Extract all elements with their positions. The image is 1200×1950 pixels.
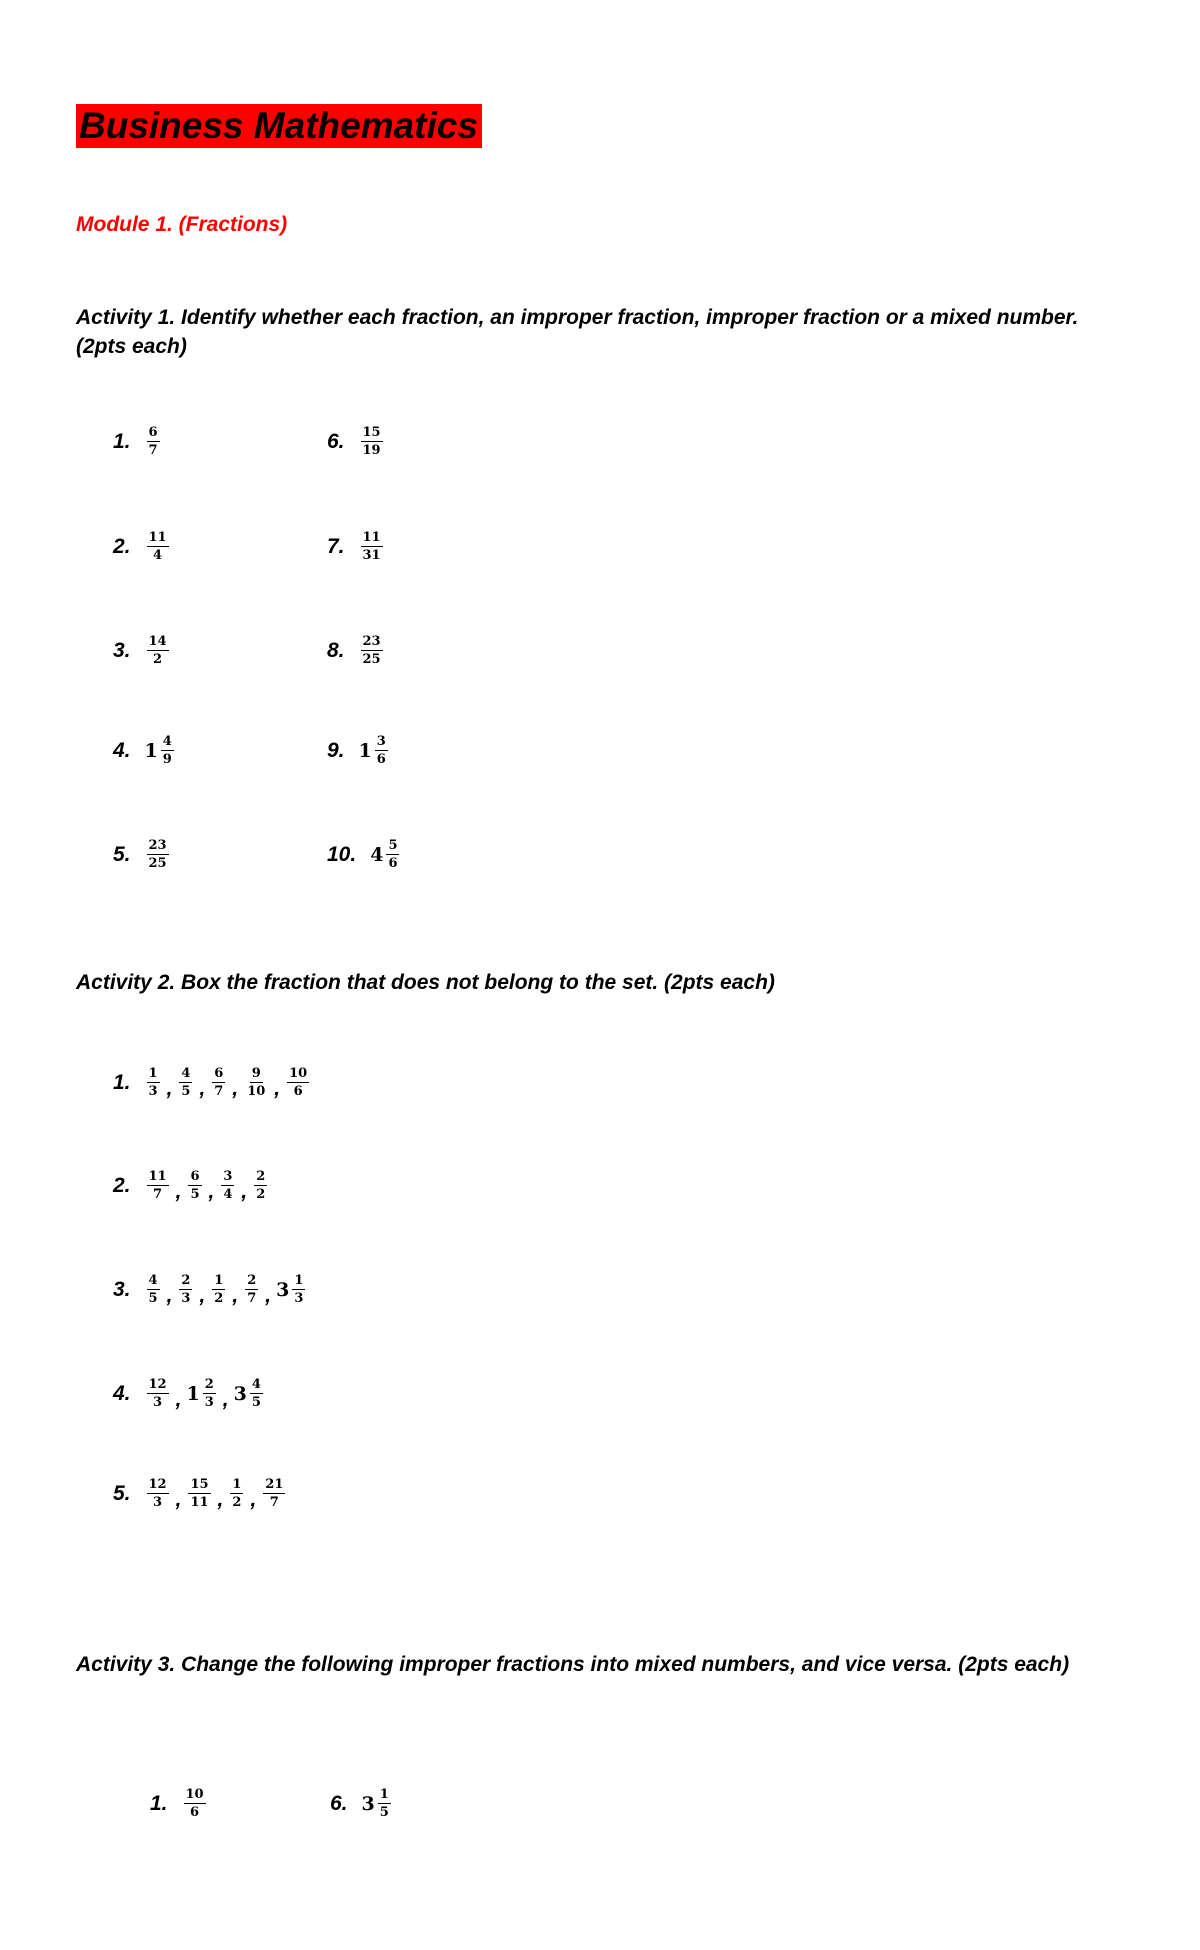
denominator: 7: [148, 443, 158, 458]
fraction: [147, 1067, 160, 1099]
activity-1-item: [327, 829, 401, 881]
fraction: [292, 1274, 305, 1306]
item-number: 1.: [113, 430, 131, 453]
numerator: 1: [294, 1273, 304, 1288]
fraction: [184, 1788, 206, 1820]
separator: ,: [166, 1077, 173, 1100]
activity-1-item: [327, 416, 385, 468]
separator: ,: [175, 1488, 182, 1511]
document-title: Business Mathematics: [76, 104, 482, 148]
fraction: [221, 1170, 234, 1202]
numerator: 4: [162, 734, 172, 749]
item-number: 5.: [113, 1482, 131, 1505]
denominator: 3: [148, 1084, 158, 1099]
numerator: 2: [256, 1169, 266, 1184]
fraction: [147, 1478, 169, 1510]
numerator: 6: [148, 425, 158, 440]
numerator: 4: [251, 1377, 261, 1392]
separator: ,: [241, 1180, 248, 1203]
denominator: 2: [256, 1187, 266, 1202]
activity-1-item: [113, 521, 171, 573]
fraction: [147, 1378, 169, 1410]
separator: ,: [250, 1488, 257, 1511]
activity-1-item: [113, 725, 176, 777]
denominator: 6: [388, 856, 398, 871]
separator: ,: [222, 1388, 229, 1411]
item-number: 4.: [113, 1382, 131, 1405]
activity-2-item: [113, 1160, 269, 1212]
item-number: 2.: [113, 1174, 131, 1197]
separator: ,: [208, 1180, 215, 1203]
item-number: 10.: [327, 843, 357, 866]
denominator: 7: [269, 1495, 279, 1510]
denominator: 5: [379, 1805, 389, 1820]
fraction: [378, 1788, 391, 1820]
separator: ,: [217, 1488, 224, 1511]
fraction: [161, 735, 174, 767]
fraction: [361, 426, 383, 458]
item-number: 1.: [113, 1071, 131, 1094]
fraction: [254, 1170, 267, 1202]
numerator: 1: [379, 1787, 389, 1802]
fraction: [188, 1478, 210, 1510]
denominator: 3: [204, 1395, 214, 1410]
fraction: [179, 1274, 192, 1306]
denominator: 31: [362, 548, 381, 563]
fraction: [386, 839, 399, 871]
module-heading: Module 1. (Fractions): [76, 213, 288, 236]
activity-1-item: [113, 625, 171, 677]
fraction: [212, 1067, 225, 1099]
fraction: [147, 1170, 169, 1202]
denominator: 10: [247, 1084, 266, 1099]
whole-number: 4: [370, 844, 384, 866]
numerator: 2: [181, 1273, 191, 1288]
numerator: 21: [265, 1477, 284, 1492]
fraction: [263, 1478, 285, 1510]
denominator: 11: [190, 1495, 209, 1510]
numerator: 2: [247, 1273, 257, 1288]
activity-1-item: [327, 725, 390, 777]
item-number: 3.: [113, 639, 131, 662]
numerator: 4: [148, 1273, 158, 1288]
activity-2-instruction: Activity 2. Box the fraction that does not belong to the set. (2pts each): [76, 971, 775, 994]
activity-3-item: [150, 1778, 208, 1830]
numerator: 11: [362, 530, 381, 545]
item-number: 9.: [327, 739, 345, 762]
denominator: 3: [294, 1291, 304, 1306]
numerator: 2: [204, 1377, 214, 1392]
numerator: 10: [289, 1066, 308, 1081]
whole-number: 1: [144, 740, 158, 762]
numerator: 10: [185, 1787, 204, 1802]
denominator: 6: [376, 752, 386, 767]
numerator: 15: [190, 1477, 209, 1492]
fraction: [212, 1274, 225, 1306]
fraction: [361, 635, 383, 667]
separator: ,: [175, 1180, 182, 1203]
fraction: [147, 635, 169, 667]
activity-2-item: [113, 1468, 287, 1520]
fraction: [375, 735, 388, 767]
denominator: 5: [251, 1395, 261, 1410]
numerator: 11: [148, 1169, 167, 1184]
numerator: 3: [376, 734, 386, 749]
activity-2-item: [113, 1057, 311, 1109]
denominator: 5: [190, 1187, 200, 1202]
numerator: 6: [214, 1066, 224, 1081]
activity-1-item: [327, 521, 385, 573]
separator: ,: [166, 1284, 173, 1307]
whole-number: 3: [233, 1383, 247, 1405]
numerator: 1: [214, 1273, 224, 1288]
numerator: 14: [148, 634, 167, 649]
item-number: 3.: [113, 1278, 131, 1301]
numerator: 23: [148, 838, 167, 853]
item-number: 5.: [113, 843, 131, 866]
denominator: 6: [293, 1084, 303, 1099]
activity-3-instruction: Activity 3. Change the following improper fractions into mixed numbers, and vice versa. (2pts each): [76, 1653, 1070, 1676]
item-number: 4.: [113, 739, 131, 762]
denominator: 3: [153, 1495, 163, 1510]
denominator: 5: [181, 1084, 191, 1099]
denominator: 3: [153, 1395, 163, 1410]
denominator: 7: [247, 1291, 257, 1306]
activity-1-item: [113, 829, 171, 881]
activity-1-instruction: Activity 1. Identify whether each fraction, an improper fraction, improper fraction or a mixed number. (2pts each): [76, 306, 1079, 358]
denominator: 7: [153, 1187, 163, 1202]
fraction: [361, 531, 383, 563]
fraction: [287, 1067, 309, 1099]
activity-1-item: [113, 416, 162, 468]
item-number: 6.: [330, 1792, 348, 1815]
denominator: 25: [148, 856, 167, 871]
fraction: [147, 531, 169, 563]
fraction: [147, 1274, 160, 1306]
denominator: 3: [181, 1291, 191, 1306]
numerator: 4: [181, 1066, 191, 1081]
item-number: 1.: [150, 1792, 168, 1815]
numerator: 1: [232, 1477, 242, 1492]
fraction: [147, 426, 160, 458]
denominator: 4: [153, 548, 163, 563]
separator: ,: [274, 1077, 281, 1100]
activity-2-item: [113, 1368, 265, 1420]
item-number: 6.: [327, 430, 345, 453]
separator: ,: [232, 1077, 239, 1100]
denominator: 2: [214, 1291, 224, 1306]
denominator: 6: [190, 1805, 200, 1820]
numerator: 12: [148, 1377, 167, 1392]
separator: ,: [199, 1077, 206, 1100]
item-number: 2.: [113, 535, 131, 558]
numerator: 1: [148, 1066, 158, 1081]
denominator: 19: [362, 443, 381, 458]
numerator: 6: [190, 1169, 200, 1184]
activity-3-item: [330, 1778, 393, 1830]
fraction: [250, 1378, 263, 1410]
separator: ,: [265, 1284, 272, 1307]
denominator: 7: [214, 1084, 224, 1099]
numerator: 3: [223, 1169, 233, 1184]
denominator: 5: [148, 1291, 158, 1306]
numerator: 23: [362, 634, 381, 649]
numerator: 12: [148, 1477, 167, 1492]
fraction: [203, 1378, 216, 1410]
item-number: 7.: [327, 535, 345, 558]
fraction: [188, 1170, 201, 1202]
item-number: 8.: [327, 639, 345, 662]
numerator: 11: [148, 530, 167, 545]
fraction: [147, 839, 169, 871]
denominator: 25: [362, 652, 381, 667]
separator: ,: [232, 1284, 239, 1307]
denominator: 2: [232, 1495, 242, 1510]
separator: ,: [199, 1284, 206, 1307]
activity-2-item: [113, 1264, 307, 1316]
fraction: [179, 1067, 192, 1099]
numerator: 15: [362, 425, 381, 440]
numerator: 5: [388, 838, 398, 853]
activity-1-item: [327, 625, 385, 677]
whole-number: 1: [358, 740, 372, 762]
numerator: 9: [251, 1066, 261, 1081]
denominator: 9: [162, 752, 172, 767]
whole-number: 3: [276, 1279, 290, 1301]
denominator: 2: [153, 652, 163, 667]
fraction: [245, 1067, 267, 1099]
separator: ,: [175, 1388, 182, 1411]
whole-number: 1: [186, 1383, 200, 1405]
fraction: [230, 1478, 243, 1510]
denominator: 4: [223, 1187, 233, 1202]
whole-number: 3: [361, 1793, 375, 1815]
fraction: [245, 1274, 258, 1306]
